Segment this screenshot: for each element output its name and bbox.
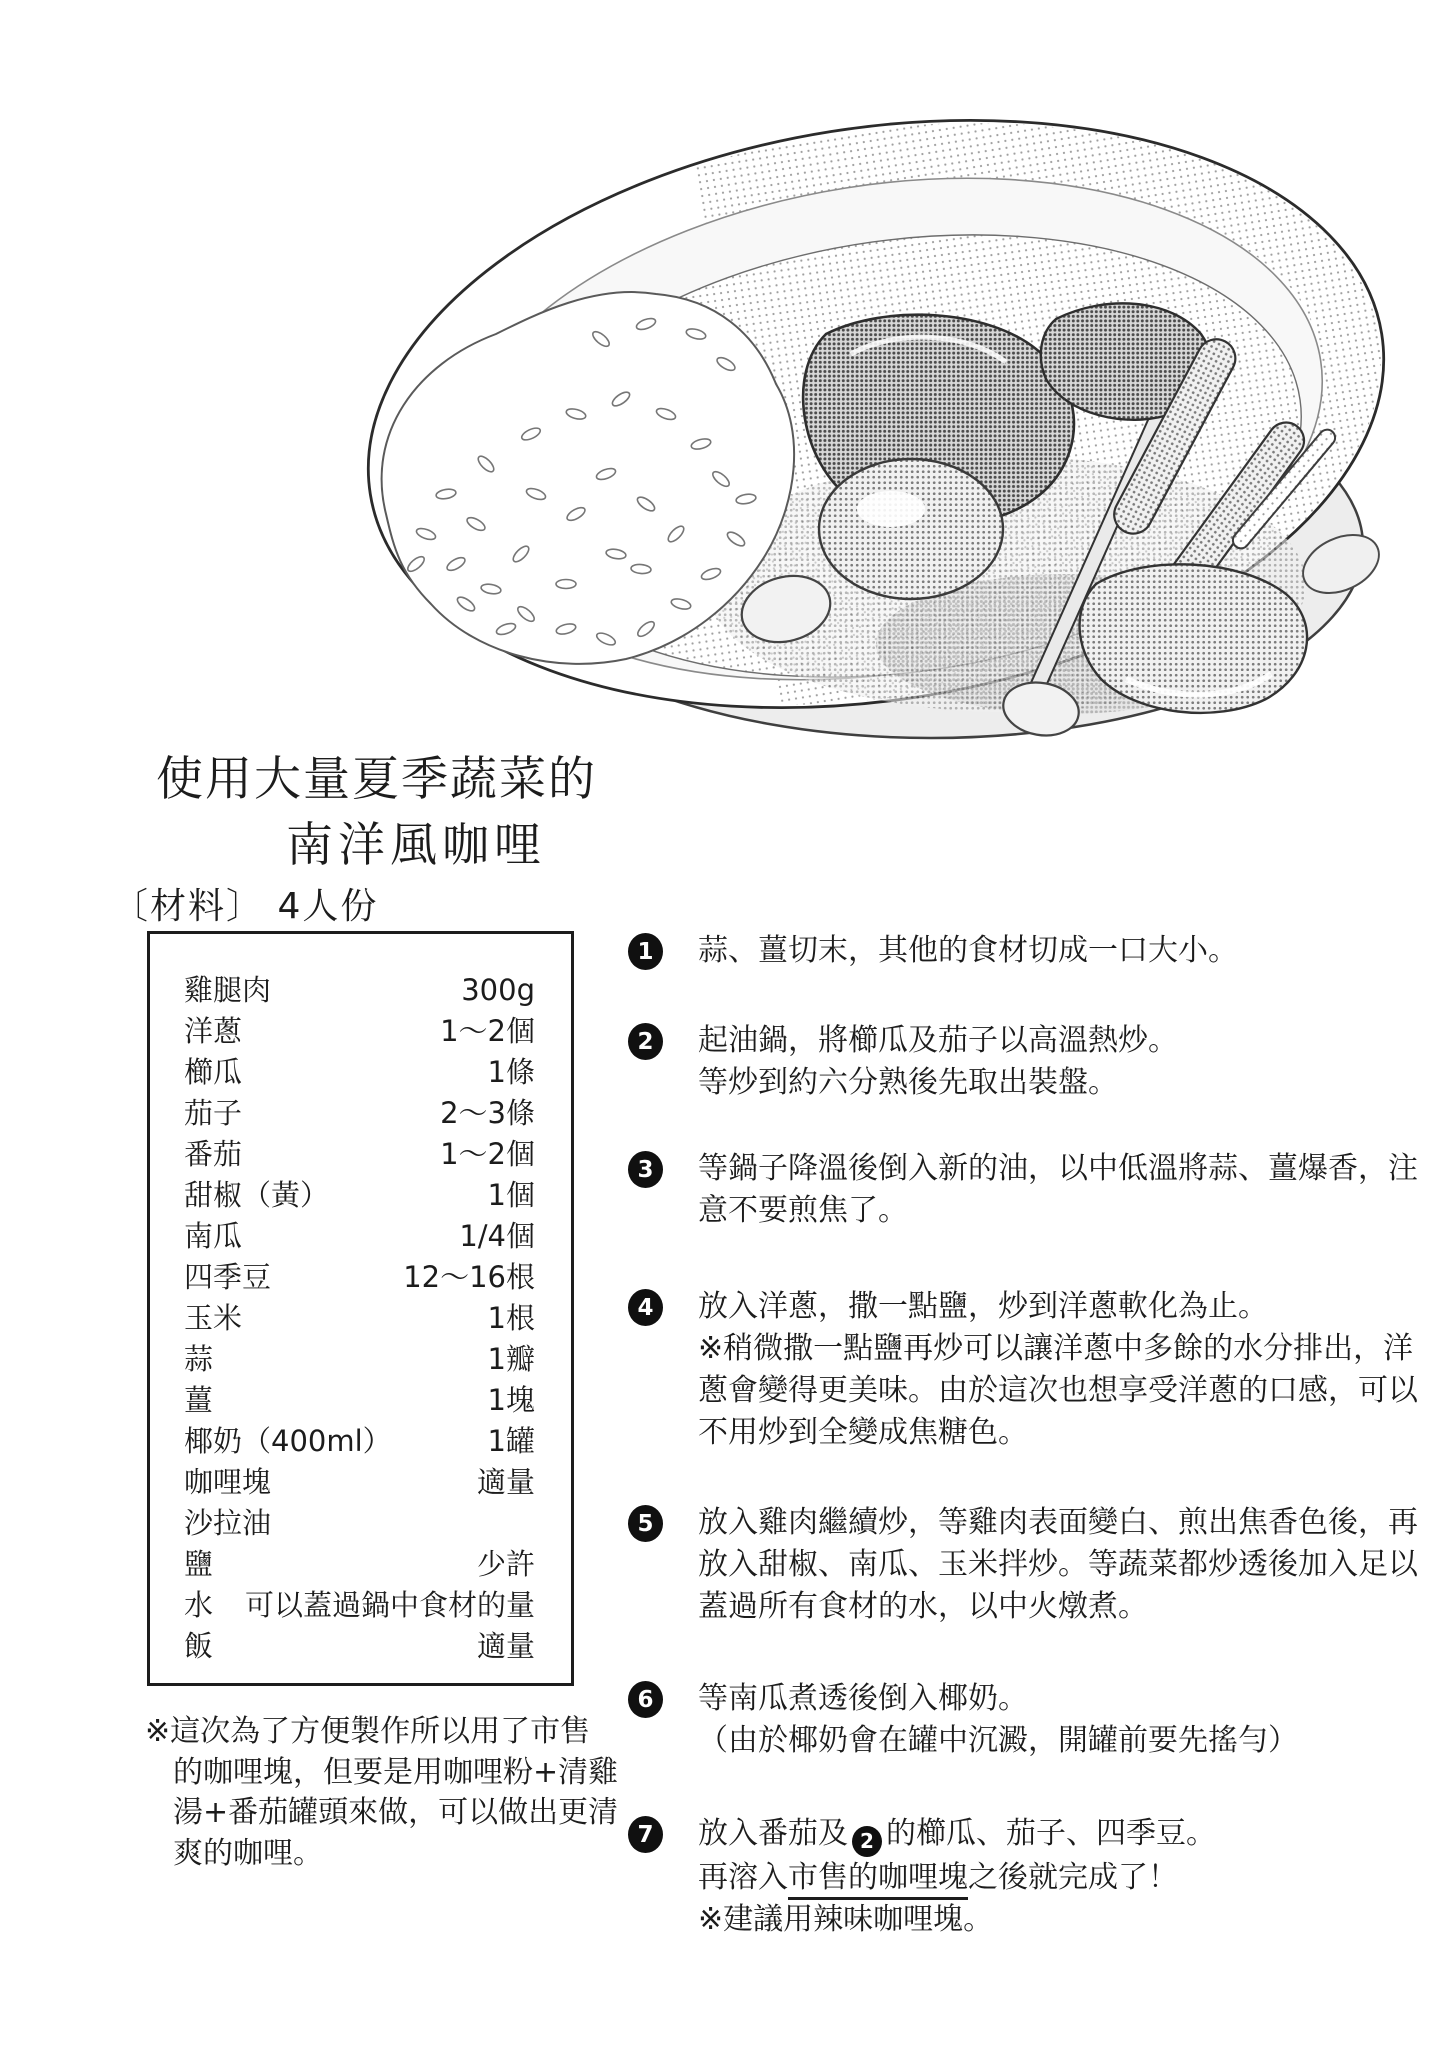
footnote-line: ※這次為了方便製作所以用了市售: [145, 1714, 591, 1749]
footnote-line: 的咖哩塊，但要是用咖哩粉+清雞: [173, 1754, 619, 1790]
ingredient-amount: 可以蓋過鍋中食材的量: [244, 1588, 535, 1622]
step-5-badge: 5: [628, 1505, 663, 1542]
step-2-text: 等炒到約六分熟後先取出裝盤。: [698, 1065, 1118, 1100]
step-5: [628, 1502, 1418, 1628]
step-4-text: 不用炒到全變成焦糖色。: [698, 1415, 1028, 1450]
ingredient-row: [184, 1134, 535, 1175]
ingredient-row: [184, 1585, 535, 1626]
ingredient-name: 椰奶（400ml）: [184, 1424, 392, 1458]
ingredient-name: 咖哩塊: [184, 1465, 272, 1499]
ingredient-amount: 12～16根: [403, 1260, 535, 1294]
ingredient-amount: 1/4個: [459, 1219, 535, 1253]
step-4-text: ※稍微撒一點鹽再炒可以讓洋蔥中多餘的水分排出，洋: [698, 1331, 1414, 1366]
step-3: [628, 1148, 1418, 1232]
ingredient-name: 沙拉油: [184, 1506, 272, 1540]
ingredient-row: [184, 1626, 535, 1667]
step-5-text: 放入雞肉繼續炒，等雞肉表面變白、煎出焦香色後，再: [698, 1505, 1418, 1540]
footnote-line: 湯+番茄罐頭來做，可以做出更清: [173, 1795, 619, 1830]
step-7: [628, 1813, 1216, 1941]
footnote-line: 爽的咖哩。: [173, 1835, 323, 1871]
step-4-text: 放入洋蔥，撒一點鹽，炒到洋蔥軟化為止。: [698, 1289, 1268, 1324]
ingredient-row: [184, 1503, 535, 1544]
ingredient-name: 茄子: [184, 1096, 243, 1130]
step-3-text: 等鍋子降溫後倒入新的油，以中低溫將蒜、薑爆香，注: [698, 1151, 1418, 1186]
ingredient-name: 洋蔥: [184, 1014, 243, 1048]
ingredient-row: [184, 1380, 535, 1421]
step-1-text: 蒜、薑切末，其他的食材切成一口大小。: [698, 933, 1238, 968]
ingredient-amount: 1瓣: [487, 1342, 535, 1376]
ingredient-amount: 適量: [476, 1465, 535, 1499]
ingredients-box: [147, 931, 574, 1686]
ingredient-name: 飯: [184, 1629, 214, 1663]
recipe-title-line1: 使用大量夏季蔬菜的: [156, 752, 597, 807]
ingredient-amount: 2～3條: [440, 1096, 535, 1130]
ingredient-amount: 1塊: [487, 1383, 535, 1417]
ingredient-row: [184, 1339, 535, 1380]
ingredient-name: 水: [184, 1588, 214, 1622]
ingredient-amount: 1個: [487, 1178, 535, 1212]
ingredient-row: [184, 1544, 535, 1585]
curry-roux-footnote: [145, 1712, 618, 1874]
step-7-text: 放入番茄及 2 的櫛瓜、茄子、四季豆。: [698, 1813, 1216, 1857]
underlined-text: 市售的咖哩塊: [788, 1860, 968, 1900]
ingredient-amount: 1～2個: [440, 1137, 535, 1171]
ingredient-name: 櫛瓜: [184, 1055, 243, 1089]
ingredient-name: 四季豆: [184, 1260, 272, 1294]
step-2-text: 起油鍋，將櫛瓜及茄子以高溫熱炒。: [698, 1023, 1178, 1058]
ingredient-amount: 1～2個: [440, 1014, 535, 1048]
step-5-text: 放入甜椒、南瓜、玉米拌炒。等蔬菜都炒透後加入足以: [698, 1547, 1418, 1582]
step-4: [628, 1286, 1418, 1454]
step-3-badge: 3: [628, 1151, 663, 1188]
ingredient-row: [184, 970, 535, 1011]
step-7-text: ※建議用辣味咖哩塊。: [698, 1901, 994, 1937]
ingredient-name: 番茄: [184, 1137, 243, 1171]
ingredient-amount: 適量: [476, 1629, 535, 1663]
ingredient-row: [184, 1093, 535, 1134]
step-2: [628, 1020, 1178, 1104]
ingredient-row: [184, 1298, 535, 1339]
step-3-text: 意不要煎焦了。: [698, 1193, 908, 1228]
ingredient-amount: 1根: [487, 1301, 535, 1335]
ingredient-name: 南瓜: [184, 1219, 243, 1253]
ingredient-name: 鹽: [184, 1547, 214, 1581]
step-1: [628, 930, 1238, 972]
ingredient-name: 甜椒（黃）: [184, 1178, 330, 1212]
ingredient-amount: 300g: [461, 973, 535, 1007]
step-6: [628, 1678, 1298, 1762]
ingredient-row: [184, 1421, 535, 1462]
ingredient-name: 蒜: [184, 1342, 214, 1376]
ingredient-amount: 1條: [487, 1055, 535, 1089]
curry-plate-illustration: [266, 84, 1444, 746]
ingredient-name: 薑: [184, 1383, 214, 1417]
ingredient-amount: 少許: [476, 1547, 535, 1581]
ingredient-row: [184, 1011, 535, 1052]
step-2-badge: 2: [628, 1023, 663, 1060]
ingredient-amount: 1罐: [487, 1424, 535, 1458]
step-6-text: （由於椰奶會在罐中沉澱，開罐前要先搖勻）: [698, 1723, 1298, 1758]
step-4-badge: 4: [628, 1289, 663, 1326]
step-2-reference-badge: 2: [852, 1826, 882, 1857]
step-5-text: 蓋過所有食材的水，以中火燉煮。: [698, 1589, 1148, 1624]
recipe-title-line2: 南洋風咖哩: [286, 818, 546, 873]
ingredient-name: 雞腿肉: [184, 973, 272, 1007]
step-4-text: 蔥會變得更美味。由於這次也想享受洋蔥的口感，可以: [698, 1373, 1418, 1408]
materials-heading: 〔材料〕 4人份: [112, 886, 379, 927]
ingredient-name: 玉米: [184, 1301, 243, 1335]
step-7-badge: 7: [628, 1816, 663, 1853]
step-6-text: 等南瓜煮透後倒入椰奶。: [698, 1681, 1028, 1716]
step-1-badge: 1: [628, 933, 663, 970]
step-7-text: 再溶入市售的咖哩塊之後就完成了！: [698, 1857, 1216, 1899]
ingredient-row: [184, 1052, 535, 1093]
ingredient-row: [184, 1216, 535, 1257]
step-6-badge: 6: [628, 1681, 663, 1718]
ingredient-row: [184, 1462, 535, 1503]
ingredient-row: [184, 1257, 535, 1298]
ingredient-row: [184, 1175, 535, 1216]
